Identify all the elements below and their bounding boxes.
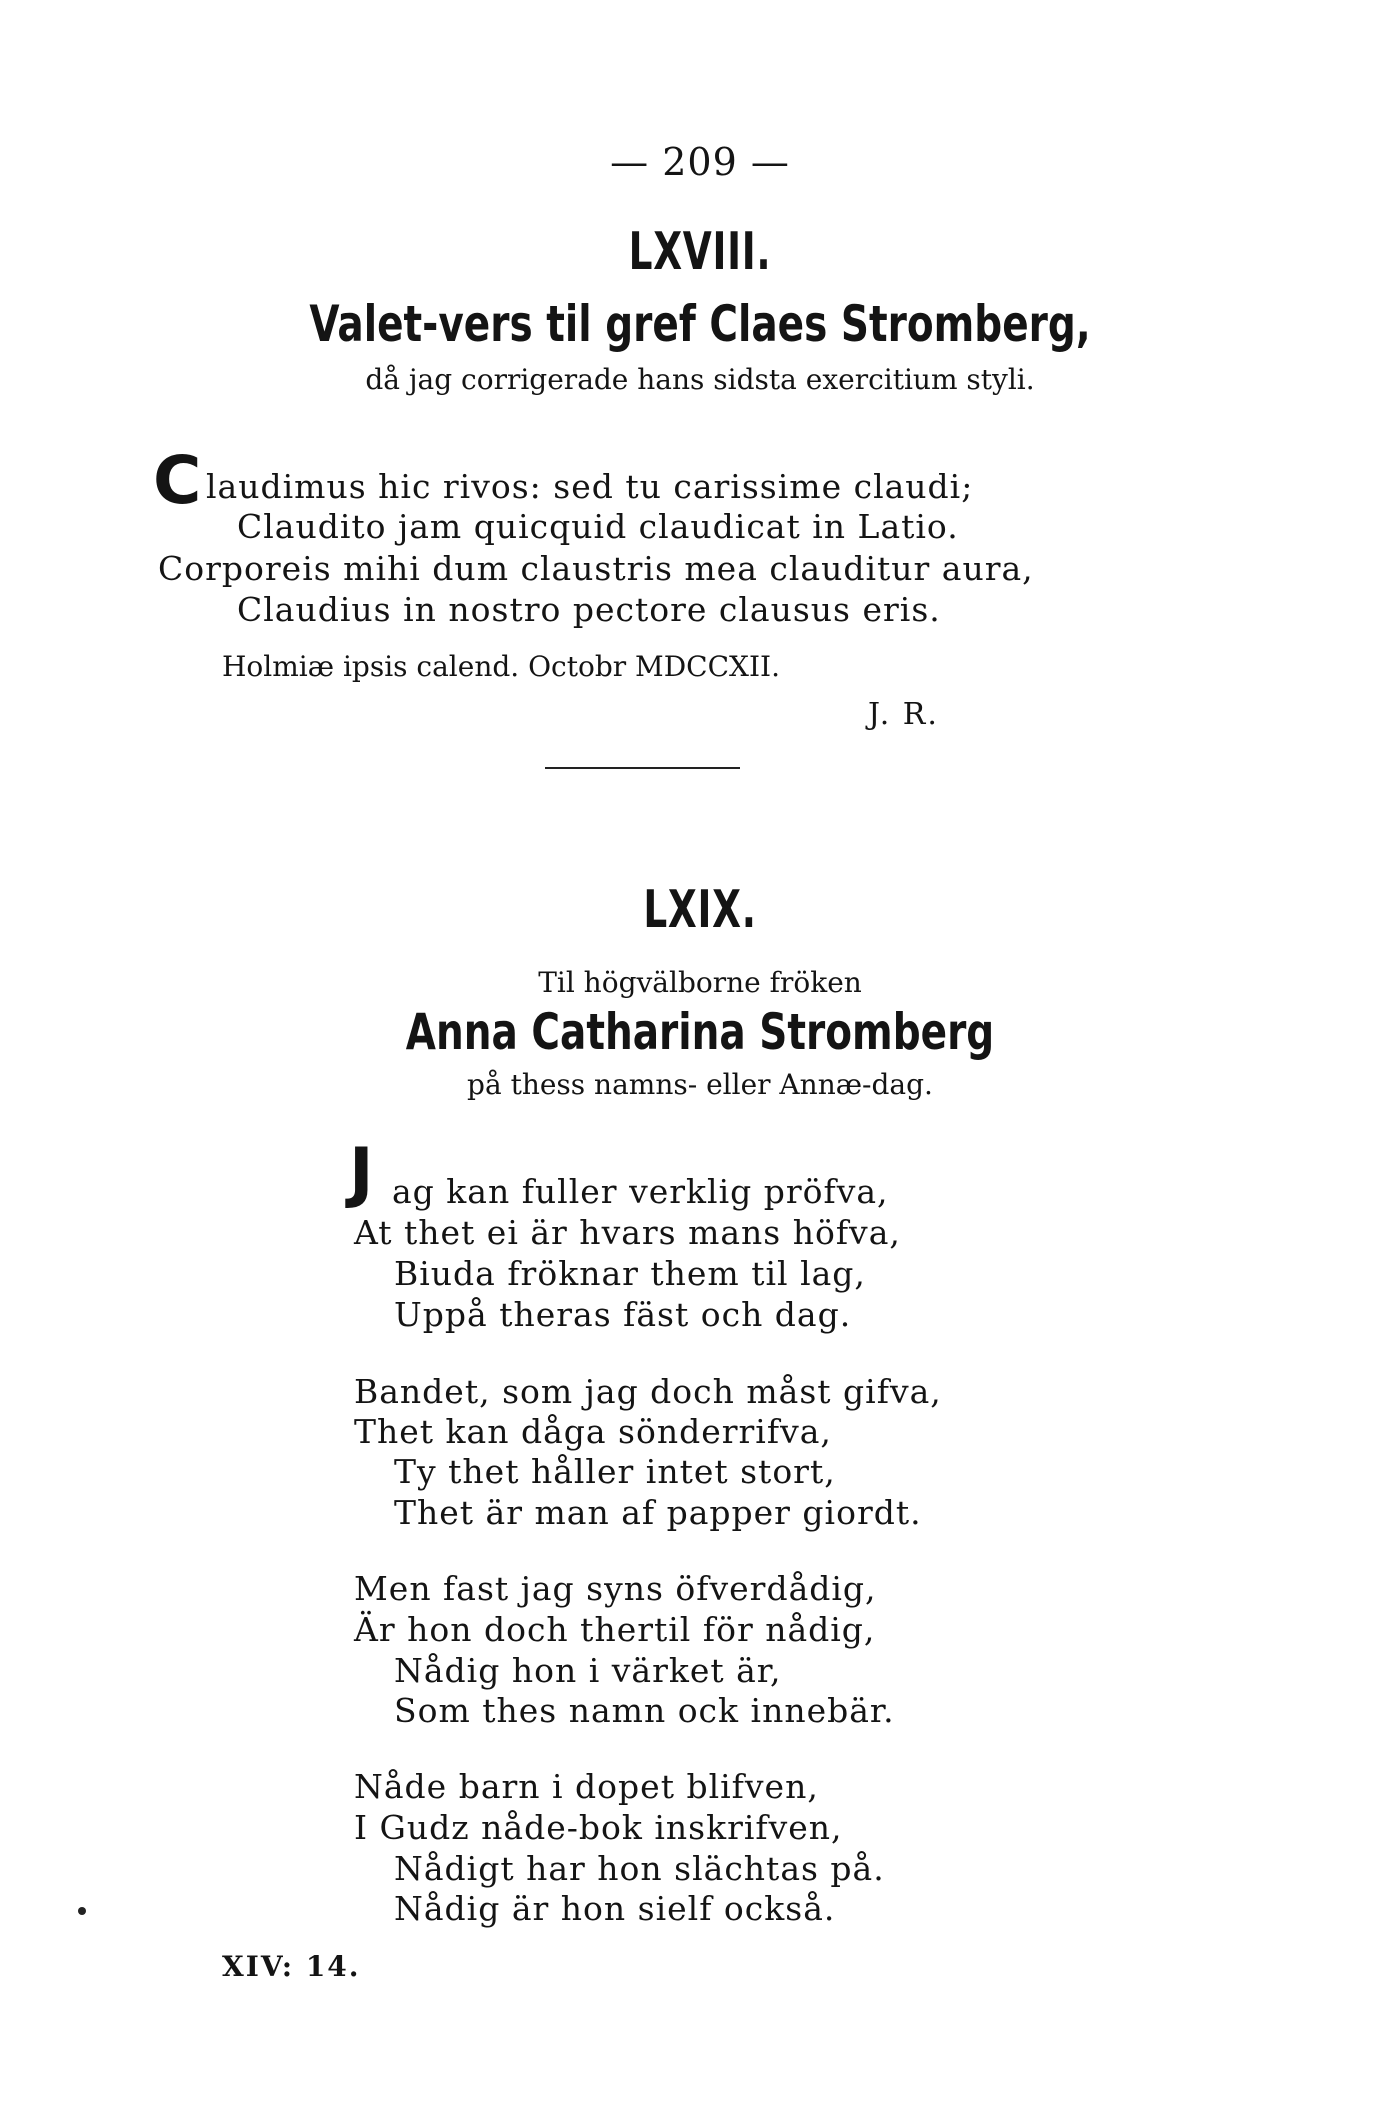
verse-line: Thet är man af papper giordt. — [394, 1493, 922, 1532]
signature: J. R. — [868, 697, 939, 732]
signature-mark: XIV: 14. — [222, 1950, 361, 1983]
verse-line: Men fast jag syns öfverdådig, — [354, 1569, 877, 1608]
verse-line: Nådig är hon sielf också. — [394, 1889, 836, 1928]
poem-subtitle-lxviii: då jag corrigerade hans sidsta exercitium styli. — [365, 363, 1035, 396]
verse-line: I Gudz nåde-bok inskrifven, — [354, 1808, 843, 1847]
poem-number-lxix: LXIX. — [643, 880, 757, 940]
verse-line: Uppå theras fäst och dag. — [394, 1295, 852, 1334]
section-divider — [545, 767, 740, 769]
dropcap-c: C — [153, 442, 202, 519]
verse-line: Claudius in nostro pectore clausus eris. — [237, 590, 941, 629]
verse-line: laudimus hic rivos: sed tu carissime claudi; — [206, 467, 974, 506]
verse-line: Ty thet håller intet stort, — [394, 1452, 836, 1491]
poem-number-lxviii: LXVIII. — [628, 222, 772, 282]
poem-dedication-lxix: Til högvälborne fröken — [538, 966, 862, 999]
verse-line: Biuda fröknar them til lag, — [394, 1254, 866, 1293]
margin-mark — [78, 1907, 86, 1915]
page-number: — 209 — — [610, 140, 790, 184]
poem-title-lxviii: Valet-vers til gref Claes Stromberg, — [309, 295, 1091, 353]
verse-line: Nådigt har hon slächtas på. — [394, 1849, 885, 1888]
poem-subtitle-lxix: på thess namns- eller Annæ-dag. — [467, 1068, 933, 1101]
verse-line: Claudito jam quicquid claudicat in Latio. — [237, 507, 959, 546]
verse-line: ag kan fuller verklig pröfva, — [392, 1172, 889, 1211]
poem-title-lxix: Anna Catharina Stromberg — [405, 1003, 995, 1061]
verse-line: Är hon doch thertil för nådig, — [354, 1610, 876, 1649]
verse-line: Corporeis mihi dum claustris mea clauditur aura, — [158, 549, 1034, 588]
verse-line: Bandet, som jag doch måst gifva, — [354, 1372, 942, 1411]
dateline: Holmiæ ipsis calend. Octobr MDCCXII. — [222, 650, 780, 683]
verse-line: Nåde barn i dopet blifven, — [354, 1767, 819, 1806]
verse-line: Nådig hon i värket är, — [394, 1651, 782, 1690]
dropcap-j: J — [349, 1134, 374, 1211]
verse-line: Thet kan dåga sönderrifva, — [354, 1412, 832, 1451]
verse-line: At thet ei är hvars mans höfva, — [354, 1213, 901, 1252]
verse-line: Som thes namn ock innebär. — [394, 1691, 895, 1730]
